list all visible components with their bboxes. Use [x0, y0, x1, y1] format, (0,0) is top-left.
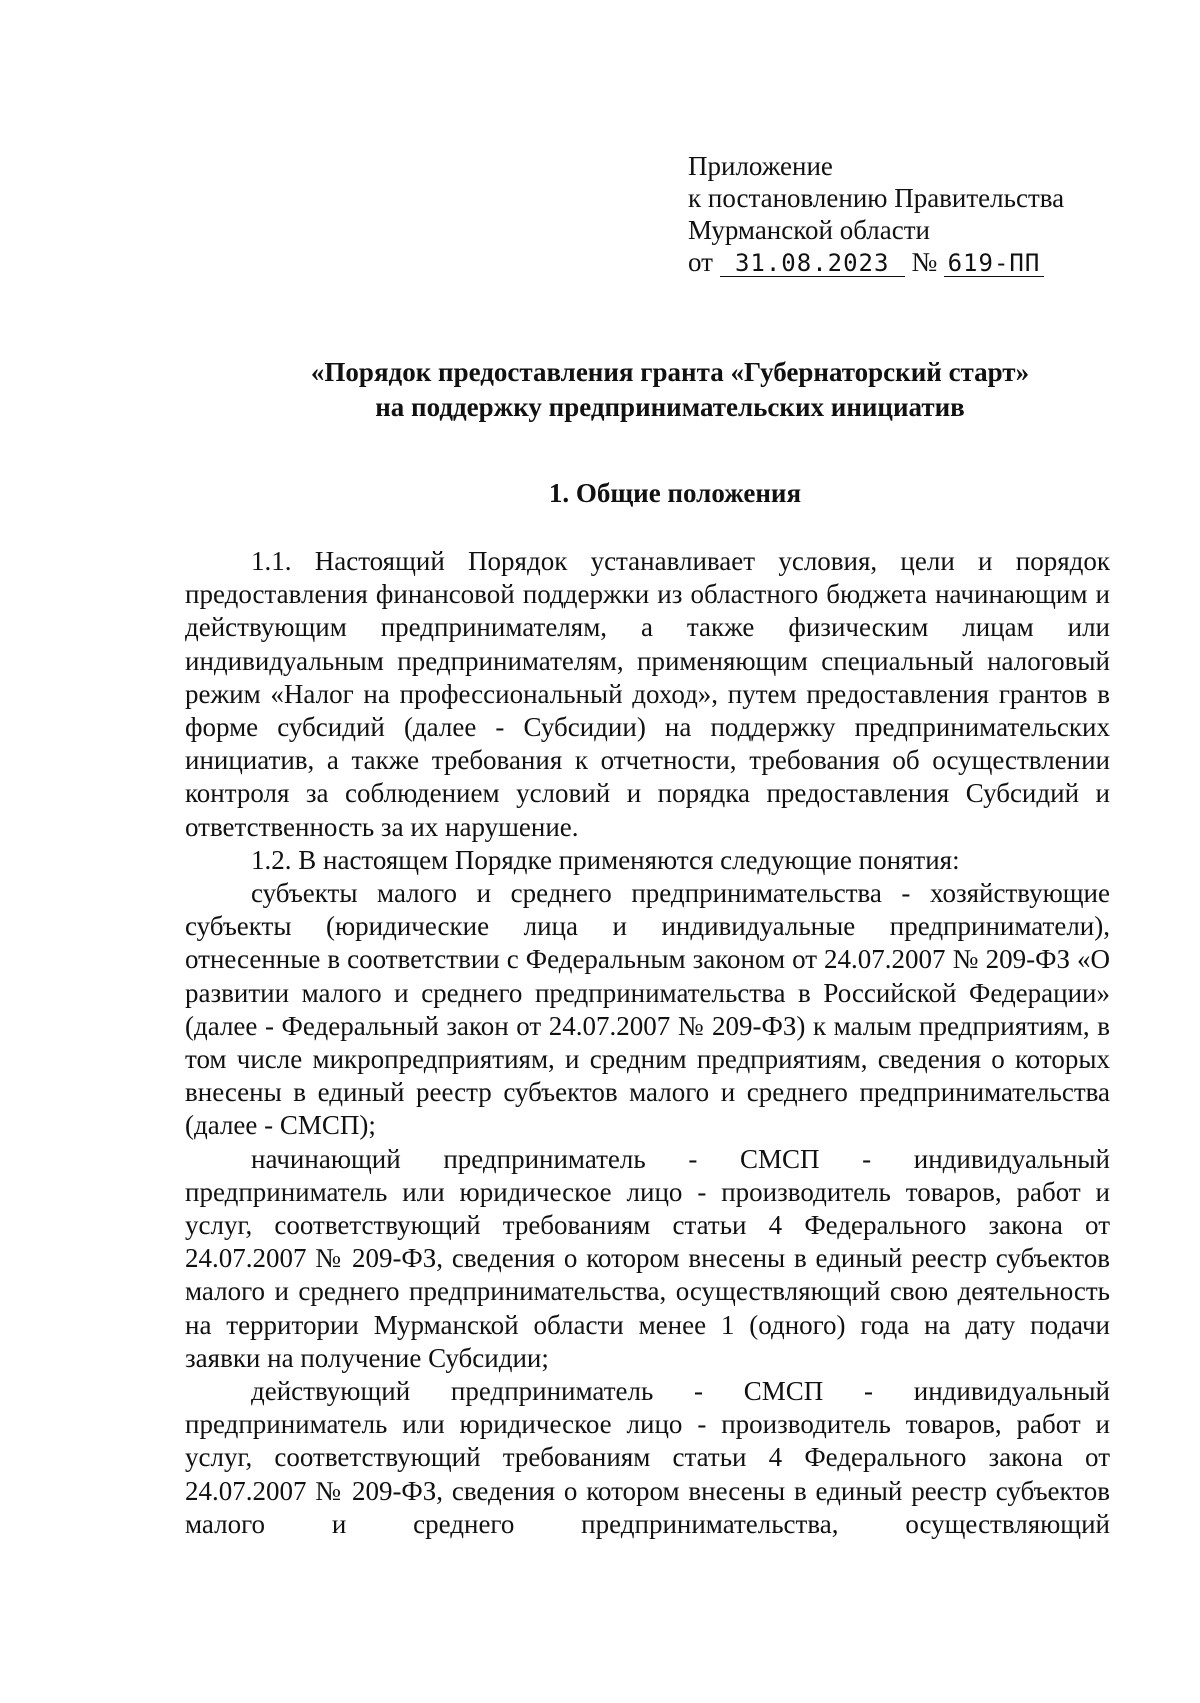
date-prefix: от — [688, 247, 713, 277]
appendix-region: Мурманской области — [688, 215, 930, 245]
appendix-date-row — [688, 246, 1108, 278]
title-line-2: на поддержку предпринимательских инициатив — [375, 392, 965, 422]
appendix-resolution: к постановлению Правительства — [688, 183, 1065, 213]
paragraph-1-2: 1.2. В настоящем Порядке применяются следующие понятия: — [251, 844, 960, 875]
section-heading: 1. Общие положения — [548, 478, 802, 508]
appendix-block — [688, 150, 1108, 278]
number-sign: № — [911, 247, 938, 277]
date-value: 31.08.2023 — [720, 250, 905, 277]
definition-active-entrepreneur: действующий предприниматель - СМСП - индивидуальный предприниматель или юридическое лицо - производитель товаров, работ и услуг, соответствующий требованиям статьи 4 Федерального закона от 24.07.2007 № 209-ФЗ, сведения о котором внесены в единый реестр субъектов малого и среднего предпринимательства, осуществляющий — [185, 1376, 1110, 1539]
document-title — [150, 355, 1190, 425]
title-line-1: «Порядок предоставления гранта «Губернаторский старт» — [310, 357, 1030, 387]
definition-beginning-entrepreneur: начинающий предприниматель - СМСП - индивидуальный предприниматель или юридическое лицо - производитель товаров, работ и услуг, соответствующий требованиям статьи 4 Федерального закона от 24.07.2007 № 209-ФЗ, сведения о котором внесены в единый реестр субъектов малого и среднего предпринимательства, осуществляющий свою деятельность на территории Мурманской области менее 1 (одного) года на дату подачи заявки на получение Субсидии; — [185, 1143, 1110, 1373]
body-text — [185, 545, 1110, 1541]
number-value: 619-ПП — [944, 250, 1044, 277]
definition-smsp: субъекты малого и среднего предпринимательства - хозяйствующие субъекты (юридические лица и индивидуальные предприниматели), отнесенные в соответствии с Федеральным законом от 24.07.2007 № 209-ФЗ «О развитии малого и среднего предпринимательства в Российской Федерации» (далее - Федеральный закон от 24.07.2007 № 209-ФЗ) к малым предприятиям, в том числе микропредприятиям, и средним предприятиям, сведения о которых внесены в единый реестр субъектов малого и среднего предпринимательства (далее - СМСП); — [185, 878, 1110, 1141]
appendix-label: Приложение — [688, 151, 833, 181]
paragraph-1-1: 1.1. Настоящий Порядок устанавливает условия, цели и порядок предоставления финансовой поддержки из областного бюджета начинающим и действующим предпринимателям, а также физическим лицам или индивидуальным предпринимателям, применяющим специальный налоговый режим «Налог на профессиональный доход», путем предоставления грантов в форме субсидий (далее - Субсидии) на поддержку предпринимательских инициатив, а также требования к отчетности, требования об осуществлении контроля за соблюдением условий и порядка предоставления Субсидий и ответственность за их нарушение. — [185, 546, 1110, 842]
